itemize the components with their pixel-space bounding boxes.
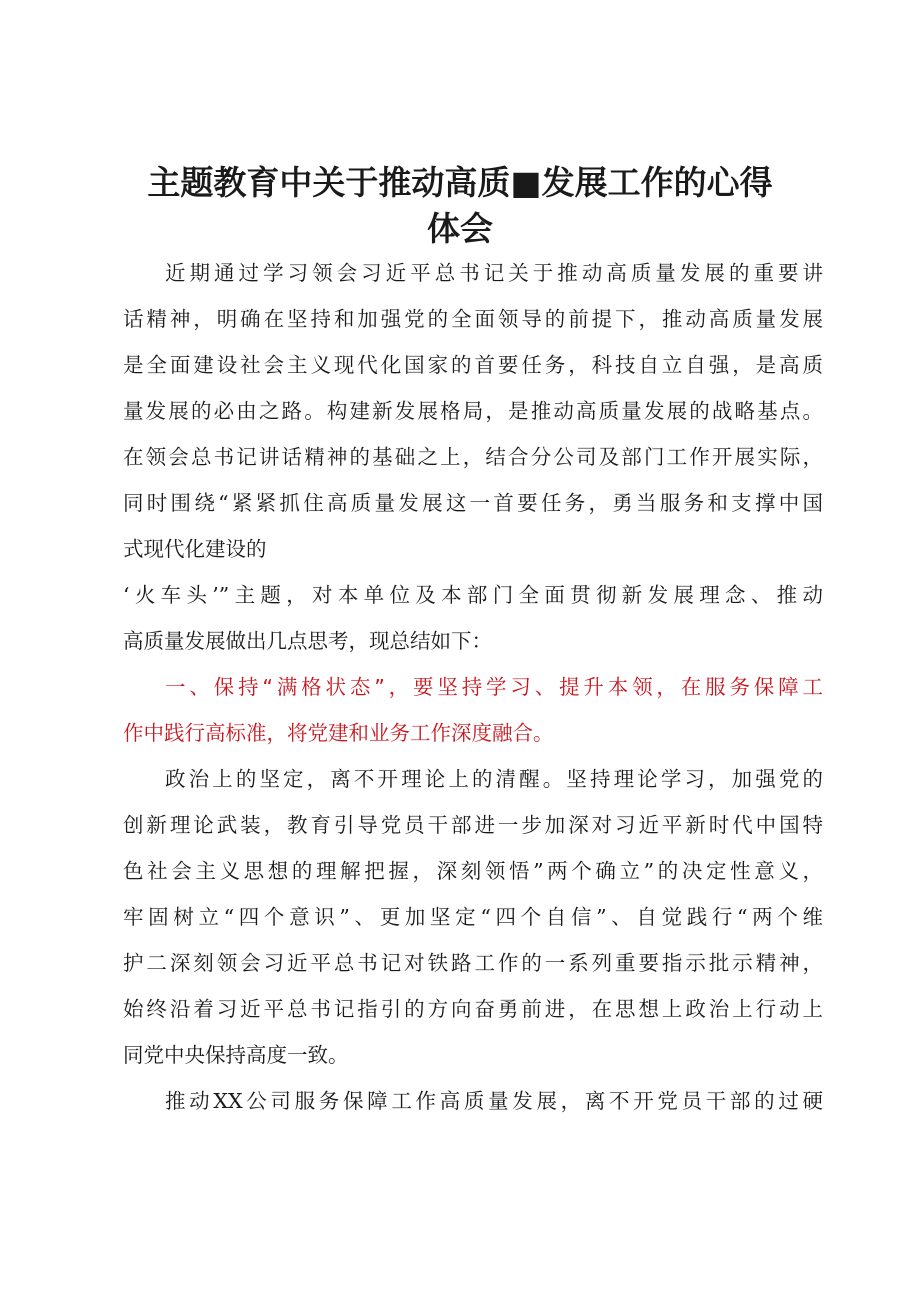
paragraph-line: 同党中央保持高度一致。 [123, 1043, 349, 1067]
paragraph-promote [123, 1078, 823, 1124]
paragraph-line: 量发展的必由之路。构建新发展格局，是推动高质量发展的战略基点。 [123, 399, 823, 423]
paragraph-line: 高质量发展做出几点思考，现总结如下： [123, 629, 492, 653]
paragraph-line: 话精神，明确在坚持和加强党的全面领导的前提下，推动高质量发展 [123, 307, 823, 331]
paragraph-line: 创新理论武装，教育引导党员干部进一步加深对习近平新时代中国特 [123, 813, 823, 837]
title-line-1: 主题教育中关于推动高质■发展工作的心得 [147, 163, 773, 202]
paragraph-line: 在领会总书记讲话精神的基础之上，结合分公司及部门工作开展实际， [123, 445, 823, 469]
paragraph-intro [123, 250, 823, 572]
heading-line: 作中践行高标准，将党建和业务工作深度融合。 [123, 721, 554, 745]
document-title [110, 160, 810, 252]
paragraph-line: 政治上的坚定，离不开理论上的清醒。坚持理论学习，加强党的 [165, 767, 823, 791]
paragraph-theme [123, 572, 823, 664]
paragraph-line: ‘火车头’”主题，对本单位及本部门全面贯彻新发展理念、推动 [123, 583, 823, 607]
paragraph-line: 同时围绕“紧紧抓住高质量发展这一首要任务，勇当服务和支撑中国 [123, 491, 823, 515]
paragraph-line: 色社会主义思想的理解把握，深刻领悟”两个确立”的决定性意义， [123, 859, 823, 883]
paragraph-line: 牢固树立“四个意识”、更加坚定“四个自信”、自觉践行“两个维 [123, 905, 823, 929]
paragraph-line: 护二深刻领会习近平总书记对铁路工作的一系列重要指示批示精神， [123, 951, 823, 975]
paragraph-line: 始终沿着习近平总书记指引的方向奋勇前进，在思想上政治上行动上 [123, 997, 823, 1021]
paragraph-line: 式现代化建设的 [123, 537, 267, 561]
paragraph-line: 推动XX公司服务保障工作高质量发展，离不开党员干部的过硬 [165, 1089, 823, 1113]
title-line-2: 体会 [427, 209, 493, 248]
paragraph-political [123, 756, 823, 1078]
paragraph-line: 近期通过学习领会习近平总书记关于推动高质量发展的重要讲 [165, 261, 823, 285]
paragraph-line: 是全面建设社会主义现代化国家的首要任务，科技自立自强，是高质 [123, 353, 823, 377]
section-heading-1 [123, 664, 823, 756]
heading-line: 一、保持“满格状态”，要坚持学习、提升本领，在服务保障工 [165, 675, 823, 699]
